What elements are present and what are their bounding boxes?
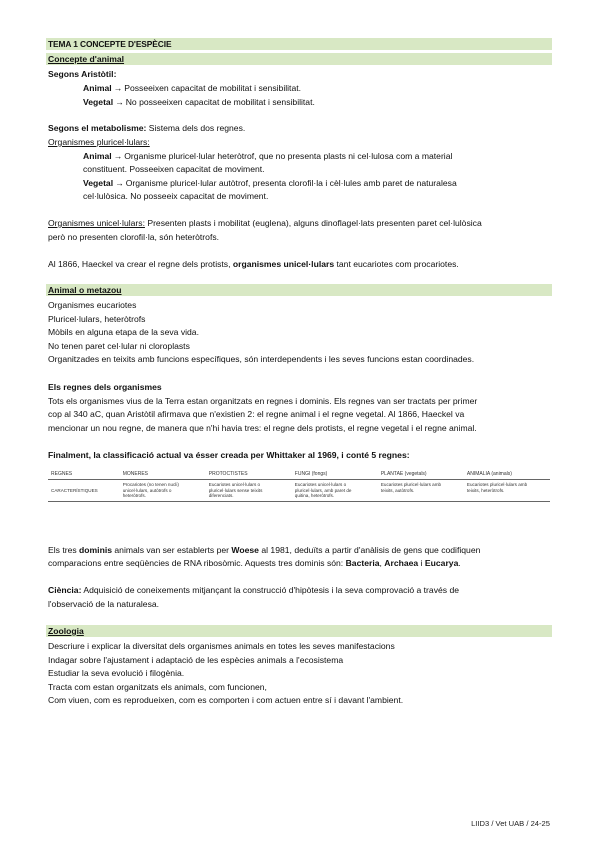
regnes-text-line: mencionar un nou regne, de manera que n'hi havia tres: el regne dels protists, el regne vegetal i el regne animal. — [48, 423, 477, 433]
cell-protoctistes: Eucariotes unicel·lulars o pluricel·lulars sense teixits diferenciats. — [208, 482, 263, 499]
arrow-right-icon: → — [115, 178, 124, 188]
dominis-mid: animals van ser establerts per — [112, 545, 232, 555]
section-heading-bar — [46, 625, 552, 637]
section-heading-concepte: Concepte d'animal — [48, 54, 125, 64]
cell-animalia: Eucariotes pluricel·lulars amb teixits, heteròtrofs. — [466, 482, 528, 493]
list-item: Tracta com estan organitzats els animals, com funcionen, — [48, 682, 267, 692]
section-heading-metazou: Animal o metazou — [48, 285, 122, 295]
cell-moneres: Procariotes (no tenen nucli) unicel·lulars, autòtrofs o heteròtrofs. — [122, 482, 179, 499]
table-cell — [292, 480, 378, 502]
term-vegetal: Vegetal — [83, 178, 114, 188]
aristotil-vegetal-text: No posseeixen capacitat de mobilitat i sensibilitat. — [125, 97, 315, 107]
dominis-pre: Els tres — [48, 545, 80, 555]
header-protoctistes: PROTOCTISTES — [208, 471, 248, 477]
finalment-line — [48, 449, 410, 461]
page-footer: LIID3 / Vet UAB / 24-25 — [471, 819, 550, 828]
dominis-post: al 1981, deduïts a partir d'anàlisis de gens que codifiquen — [258, 545, 481, 555]
section-heading-bar — [46, 53, 552, 65]
unicellulars-label: Organismes unicel·lulars: — [48, 218, 145, 228]
table-row — [48, 480, 550, 502]
haeckel-bold: organismes unicel·lulars — [232, 259, 335, 269]
dominis-end: . — [458, 558, 461, 568]
header-fungi: FUNGI (fongs) — [294, 471, 328, 477]
term-animal: Animal — [83, 83, 112, 93]
unicellulars-text1: Presenten plasts i mobilitat (euglena), alguns dinoflagel·lats presenten paret cel·lulòsica — [144, 218, 482, 228]
regnes-text-line: Tots els organismes vius de la Terra estan organitzats en regnes i dominis. Els regnes van ser tractats per primer — [48, 396, 478, 406]
domain-archaea: Archaea — [384, 558, 419, 568]
document-title: TEMA 1 CONCEPTE D'ESPÈCIE — [48, 39, 172, 49]
dominis-line2-pre: comparacions entre seqüències de RNA ribosòmic. Aquests tres dominis són: — [48, 558, 346, 568]
header-moneres: MONERES — [122, 471, 148, 477]
arrow-right-icon: → — [113, 83, 123, 93]
domain-bacteria: Bacteria — [345, 558, 380, 568]
domain-eucarya: Eucarya — [424, 558, 459, 568]
aristotil-label: Segons Aristòtil: — [48, 69, 117, 79]
pluri-animal-text1: Organisme pluricel·lular heteròtrof, que no presenta plasts ni cel·lulosa com a material — [124, 151, 453, 161]
unicellulars-line1 — [48, 217, 482, 229]
cell-fungi: Eucariotes unicel·lulars o pluricel·lulars, amb paret de quitina, heteròtrofs. — [294, 482, 352, 499]
pluri-vegetal-line1 — [83, 177, 457, 189]
ciencia-line1 — [48, 584, 459, 596]
unicellulars-text2: però no presenten clorofil·la, són heteròtrofs. — [48, 232, 220, 242]
finalment-post: : — [406, 450, 410, 460]
regnes-table — [48, 469, 550, 502]
dominis-sep: i — [418, 558, 425, 568]
table-header-row — [48, 469, 550, 480]
ciencia-label: Ciència: — [48, 585, 82, 595]
finalment-whittaker: Whittaker — [266, 450, 306, 460]
list-item: Indagar sobre l'ajustament i adaptació de les espècies animals a l'ecosistema — [48, 655, 344, 665]
list-item: Pluricel·lulars, heteròtrofs — [48, 314, 146, 324]
haeckel-line — [48, 258, 459, 270]
pluri-vegetal-text1: Organisme pluricel·lular autòtrof, presenta clorofil·la i cèl·lules amb paret de naturalesa — [125, 178, 457, 188]
list-item: Organismes eucariotes — [48, 300, 137, 310]
aristotil-animal-line — [83, 82, 301, 94]
table-header-cell — [292, 469, 378, 480]
pluri-animal-text2: constituent. Posseeixen capacitat de moviment. — [83, 164, 265, 174]
dominis-bold: dominis — [79, 545, 112, 555]
list-item: Descriure i explicar la diversitat dels organismes animals en totes les seves manifestacions — [48, 641, 395, 651]
pluri-vegetal-text2: cel·lulòsica. No posseeix capacitat de moviment. — [83, 191, 269, 201]
header-plantae: PLANTAE (vegetals) — [380, 471, 427, 477]
ciencia-text1: Adquisició de coneixements mitjançant la construcció d'hipòtesis i la seva comprovació a través de — [81, 585, 460, 595]
table-header-cell — [206, 469, 292, 480]
table-cell — [206, 480, 292, 502]
table-header-cell — [120, 469, 206, 480]
metabolisme-line — [48, 122, 245, 134]
cell-plantae: Eucariotes pluricel·lulars amb teixits, autòtrofs. — [380, 482, 442, 493]
section-heading-bar — [46, 284, 552, 296]
ciencia-text2: l'observació de la naturalesa. — [48, 599, 160, 609]
dominis-line1 — [48, 544, 480, 556]
haeckel-pre: Al 1866, Haeckel va crear el regne dels protists, — [48, 259, 233, 269]
header-regnes: REGNES — [51, 471, 73, 477]
dominis-line2 — [48, 557, 461, 569]
table-header-cell — [48, 469, 120, 480]
row-label-caracteristiques: CARACTERÍSTIQUES — [51, 487, 98, 493]
regnes-text-line: cop al 340 aC, quan Aristòtil afirmava que n'existien 2: el regne animal i el regne vegetal. Al 1866, Haeckel va — [48, 409, 465, 419]
table-row-label — [48, 480, 120, 502]
finalment-mid: al 1969, i conté — [305, 450, 372, 460]
aristotil-vegetal-line — [83, 96, 315, 108]
pluricellulars-label: Organismes pluricel·lulars: — [48, 137, 150, 147]
table-cell — [464, 480, 550, 502]
haeckel-post: tant eucariotes com procariotes. — [334, 259, 459, 269]
title-bar — [46, 38, 552, 50]
table-header-cell — [378, 469, 464, 480]
aristotil-animal-text: Posseeixen capacitat de mobilitat i sensibilitat. — [124, 83, 301, 93]
list-item: Mòbils en alguna etapa de la seva vida. — [48, 327, 199, 337]
dominis-woese: Woese — [231, 545, 259, 555]
header-animalia: ANIMALIA (animals) — [466, 471, 512, 477]
finalment-5-regnes: 5 regnes — [371, 450, 407, 460]
metabolisme-text: Sistema dels dos regnes. — [146, 123, 246, 133]
list-item: Organitzades en teixits amb funcions específiques, són interdependents i les seves funcions estan coordinades. — [48, 354, 475, 364]
list-item: Com viuen, com es reprodueixen, com es comporten i com actuen entre sí i davant l'ambient. — [48, 695, 404, 705]
list-item: No tenen paret cel·lular ni cloroplasts — [48, 341, 190, 351]
term-animal: Animal — [83, 151, 112, 161]
table-header-cell — [464, 469, 550, 480]
regnes-heading: Els regnes dels organismes — [48, 382, 162, 392]
arrow-right-icon: → — [113, 151, 123, 161]
term-vegetal: Vegetal — [83, 97, 114, 107]
table-cell — [378, 480, 464, 502]
list-item: Estudiar la seva evolució i filogènia. — [48, 668, 185, 678]
pluri-animal-line1 — [83, 150, 452, 162]
dominis-sep: , — [379, 558, 385, 568]
table-cell — [120, 480, 206, 502]
section-heading-zoologia: Zoologia — [48, 626, 84, 636]
metabolisme-label: Segons el metabolisme: — [48, 123, 147, 133]
arrow-right-icon: → — [115, 97, 124, 107]
finalment-pre: Finalment, la classificació actual va ésser creada per — [48, 450, 267, 460]
